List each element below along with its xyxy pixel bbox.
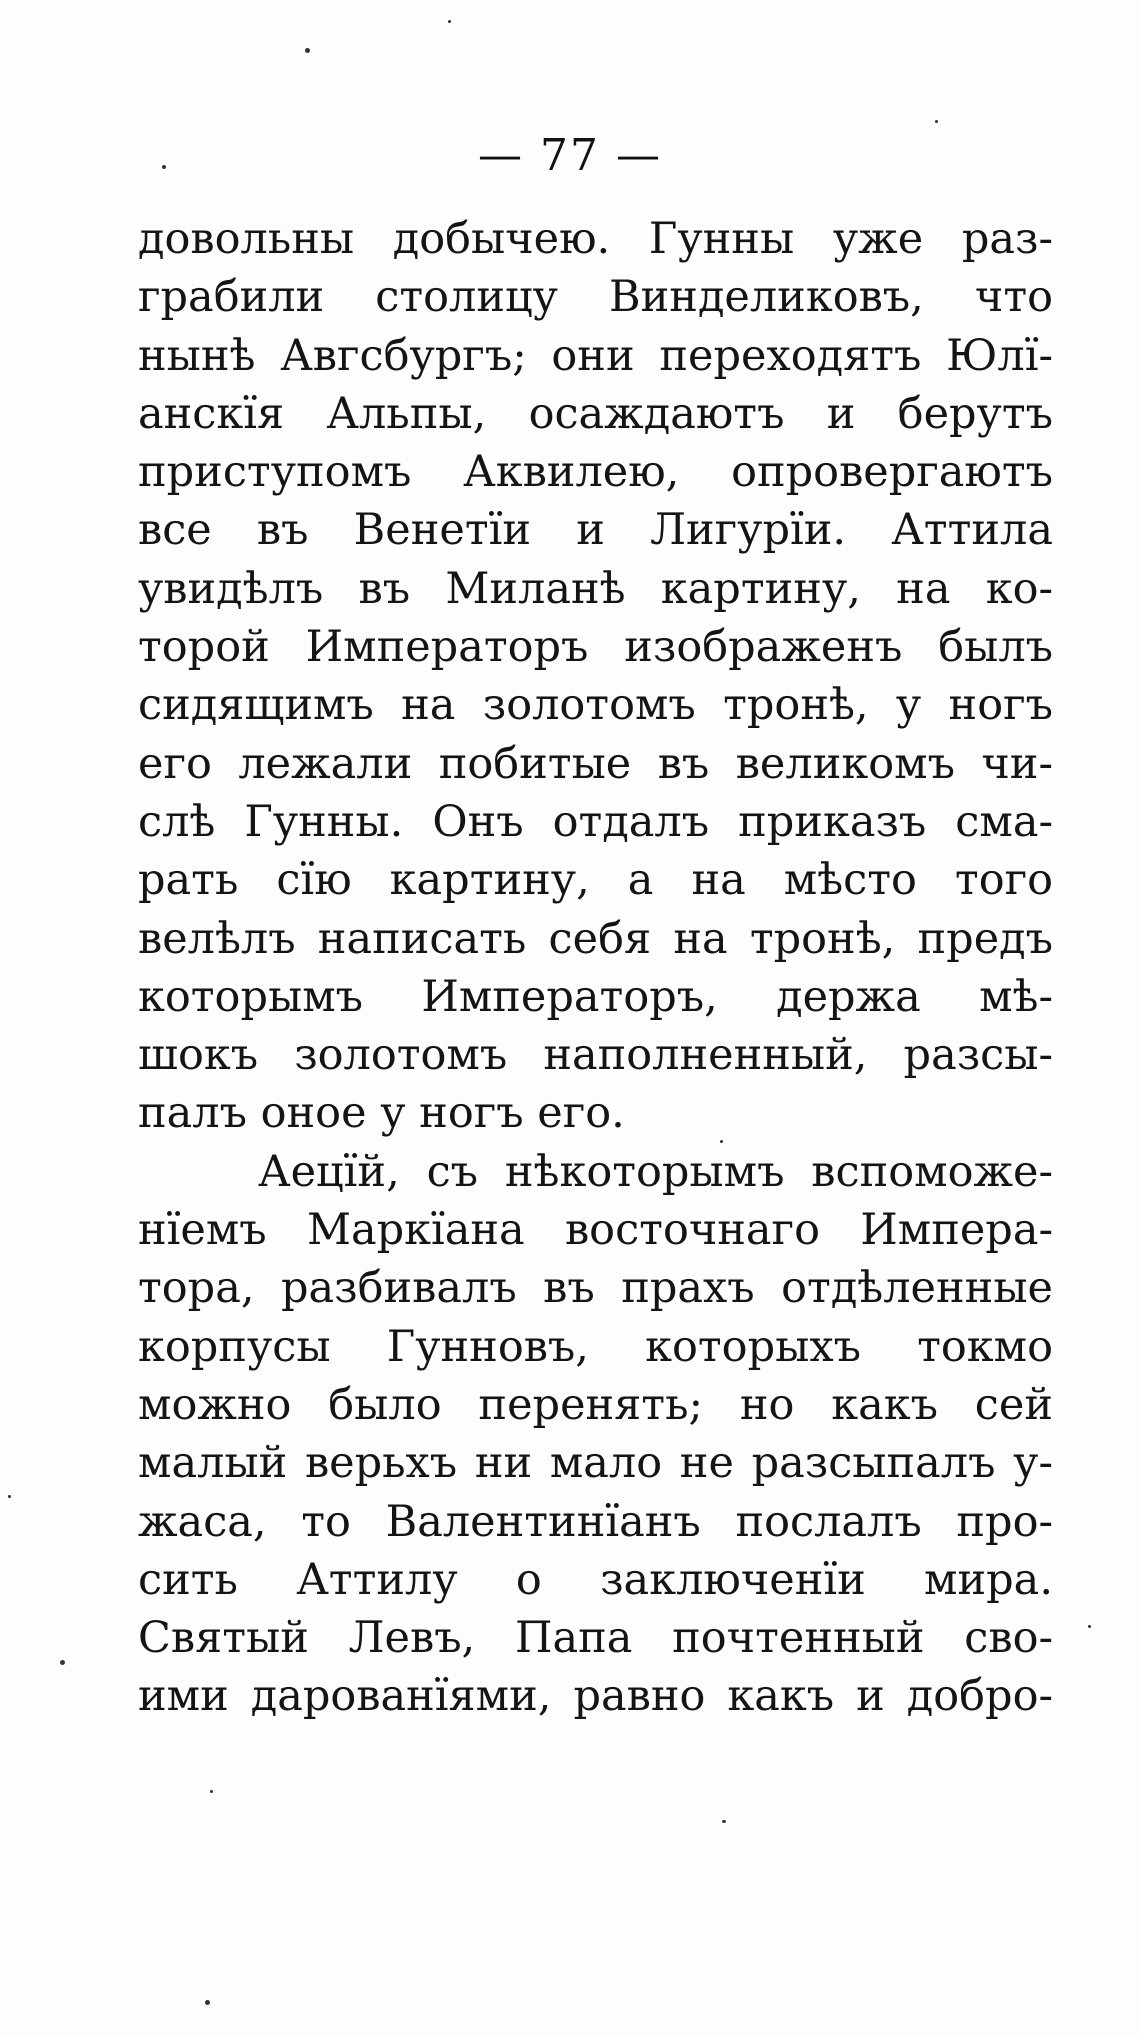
text-line: нїемъ Маркїана восточнаго Импера- bbox=[138, 1205, 1053, 1256]
page-number: — 77 — bbox=[478, 130, 662, 181]
scan-speck bbox=[935, 120, 938, 123]
scan-speck bbox=[448, 20, 451, 23]
text-line: нынѣ Авгсбургъ; они переходятъ Юлї- bbox=[138, 330, 1053, 381]
text-line: тора, разбивалъ въ прахъ отдѣленные bbox=[138, 1263, 1053, 1314]
text-line: сить Аттилу о заключенїи мира. bbox=[138, 1554, 1053, 1605]
text-line: анскїя Альпы, осаждаютъ и берутъ bbox=[138, 388, 1053, 439]
text-line: приступомъ Аквилею, опровергаютъ bbox=[138, 447, 1053, 498]
text-line: Аецїй, съ нѣкоторымъ вспоможе- bbox=[258, 1146, 1053, 1197]
scan-speck bbox=[1088, 1625, 1091, 1628]
text-line: довольны добычею. Гунны уже раз- bbox=[138, 214, 1053, 264]
text-line: увидѣлъ въ Миланѣ картину, на ко- bbox=[138, 563, 1053, 614]
scan-speck bbox=[8, 1495, 11, 1498]
scan-speck bbox=[60, 1660, 65, 1665]
text-line: палъ оное у ногъ его. bbox=[138, 1088, 625, 1139]
text-line: ими дарованїями, равно какъ и добро- bbox=[138, 1671, 1053, 1722]
text-line: слѣ Гунны. Онъ отдалъ приказъ сма- bbox=[138, 796, 1053, 847]
text-line: грабили столицу Винделиковъ, что bbox=[138, 272, 1053, 323]
body-text bbox=[138, 210, 1053, 1726]
text-line: велѣлъ написать себя на тронѣ, предъ bbox=[138, 913, 1053, 964]
scan-speck bbox=[205, 2000, 210, 2005]
text-line: его лежали побитые въ великомъ чи- bbox=[138, 738, 1053, 789]
scan-speck bbox=[162, 165, 166, 169]
text-line: можно было перенять; но какъ сей bbox=[138, 1379, 1053, 1430]
text-line: которымъ Императоръ, держа мѣ- bbox=[138, 971, 1053, 1022]
text-line: малый верьхъ ни мало не разсыпалъ у- bbox=[138, 1438, 1053, 1489]
scan-speck bbox=[305, 48, 310, 53]
text-line: Святый Левъ, Папа почтенный сво- bbox=[138, 1613, 1053, 1664]
text-line: все въ Венетїи и Лигурїи. Аттила bbox=[138, 505, 1053, 556]
text-line: сидящимъ на золотомъ тронѣ, у ногъ bbox=[138, 680, 1053, 731]
scan-speck bbox=[720, 1140, 723, 1143]
text-line: корпусы Гунновъ, которыхъ токмо bbox=[138, 1321, 1053, 1372]
scan-speck bbox=[210, 1790, 213, 1793]
text-line: шокъ золотомъ наполненный, разсы- bbox=[138, 1030, 1053, 1081]
text-line: жаса, то Валентинїанъ послалъ про- bbox=[138, 1496, 1053, 1547]
text-line: рать сїю картину, а на мѣсто того bbox=[138, 855, 1053, 906]
scan-speck bbox=[722, 1820, 726, 1823]
text-line: торой Императоръ изображенъ былъ bbox=[138, 622, 1053, 673]
